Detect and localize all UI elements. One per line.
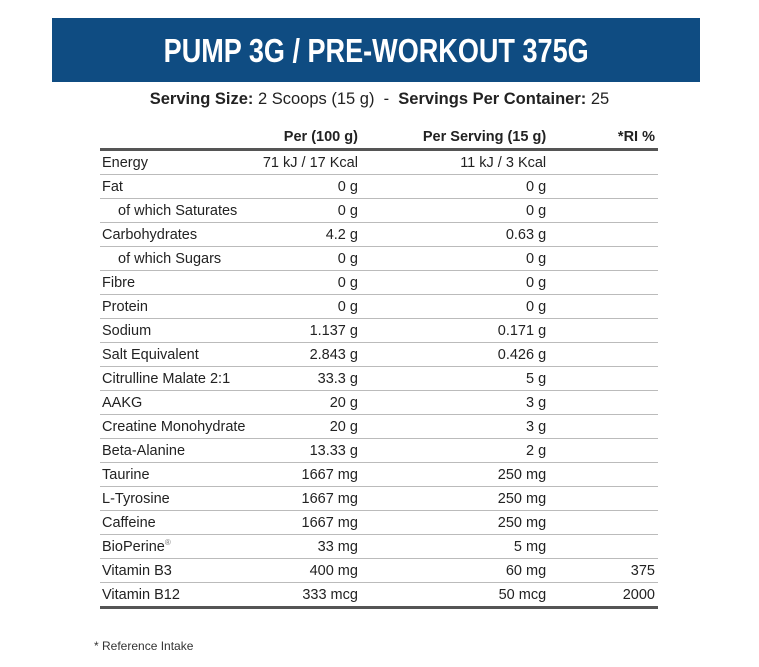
table-row [100, 150, 658, 175]
header-ri: *RI % [549, 126, 658, 150]
nutrient-label: Beta-Alanine [102, 442, 186, 459]
serving-size-value: 2 Scoops (15 g) [257, 90, 375, 108]
serving-size-label: Serving Size: [149, 90, 254, 108]
nutrient-name [100, 559, 260, 583]
separator: - [383, 90, 390, 108]
table-row [100, 415, 658, 439]
nutrient-name [100, 391, 260, 415]
nutrient-label: Citrulline Malate 2:1 [102, 370, 231, 387]
registered-mark: ® [164, 538, 171, 548]
table-row [100, 487, 658, 511]
per-100g-value: 20 g [260, 391, 361, 415]
nutrient-name [100, 295, 260, 319]
per-100g-value: 4.2 g [260, 223, 361, 247]
nutrient-name [100, 415, 260, 439]
per-serving-value: 3 g [361, 391, 549, 415]
per-100g-value: 33 mg [260, 535, 361, 559]
nutrient-name [100, 199, 260, 223]
nutrient-label: L-Tyrosine [102, 490, 170, 507]
per-100g-value: 0 g [260, 247, 361, 271]
nutrient-label: Fat [102, 178, 123, 195]
per-100g-value: 0 g [260, 295, 361, 319]
nutrient-name [100, 367, 260, 391]
header-per-serving: Per Serving (15 g) [361, 126, 549, 150]
servings-per-container-label: Servings Per Container: [398, 90, 587, 108]
nutrient-label: Sodium [102, 322, 152, 339]
table-row [100, 463, 658, 487]
table-row [100, 223, 658, 247]
per-100g-value: 400 mg [260, 559, 361, 583]
footnote: * Reference Intake [94, 639, 194, 653]
product-title-banner [52, 18, 700, 82]
table-row [100, 511, 658, 535]
ri-value [549, 247, 658, 271]
table-row [100, 271, 658, 295]
nutrient-label: Energy [102, 154, 148, 171]
nutrient-label: AAKG [102, 394, 143, 411]
table-row [100, 247, 658, 271]
per-serving-value: 5 g [361, 367, 549, 391]
ri-value [549, 271, 658, 295]
nutrient-label: of which Sugars [118, 250, 222, 267]
nutrient-label: Carbohydrates [102, 226, 198, 243]
table-row [100, 439, 658, 463]
nutrient-label: BioPerine [102, 538, 165, 555]
per-100g-value: 0 g [260, 175, 361, 199]
nutrient-label: Vitamin B12 [102, 586, 180, 603]
nutrient-label: Salt Equivalent [102, 346, 199, 363]
ri-value [549, 199, 658, 223]
header-per-100g: Per (100 g) [260, 126, 361, 150]
ri-value [549, 223, 658, 247]
serving-info [0, 90, 759, 109]
servings-per-container-value: 25 [590, 90, 610, 108]
per-serving-value: 11 kJ / 3 Kcal [361, 150, 549, 175]
per-serving-value: 60 mg [361, 559, 549, 583]
ri-value [549, 150, 658, 175]
per-serving-value: 0.63 g [361, 223, 549, 247]
nutrient-name [100, 175, 260, 199]
per-100g-value: 20 g [260, 415, 361, 439]
per-100g-value: 1667 mg [260, 487, 361, 511]
table-row [100, 367, 658, 391]
nutrient-label: Protein [102, 298, 148, 315]
ri-value [549, 511, 658, 535]
per-serving-value: 0 g [361, 199, 549, 223]
ri-value [549, 439, 658, 463]
per-serving-value: 250 mg [361, 511, 549, 535]
nutrient-label: Vitamin B3 [102, 562, 172, 579]
per-serving-value: 0.426 g [361, 343, 549, 367]
table-row [100, 319, 658, 343]
nutrient-name [100, 487, 260, 511]
per-100g-value: 1.137 g [260, 319, 361, 343]
per-100g-value: 13.33 g [260, 439, 361, 463]
per-serving-value: 0.171 g [361, 319, 549, 343]
per-serving-value: 250 mg [361, 487, 549, 511]
ri-value [549, 487, 658, 511]
per-100g-value: 71 kJ / 17 Kcal [260, 150, 361, 175]
per-serving-value: 50 mcg [361, 583, 549, 608]
table-row [100, 175, 658, 199]
per-100g-value: 333 mcg [260, 583, 361, 608]
nutrient-name [100, 271, 260, 295]
per-100g-value: 1667 mg [260, 511, 361, 535]
table-row [100, 391, 658, 415]
ri-value [549, 295, 658, 319]
nutrition-table [100, 126, 658, 609]
ri-value [549, 463, 658, 487]
header-nutrient [100, 126, 260, 150]
ri-value [549, 175, 658, 199]
table-row [100, 559, 658, 583]
nutrient-name [100, 535, 260, 559]
per-serving-value: 2 g [361, 439, 549, 463]
nutrient-label: Fibre [102, 274, 136, 291]
nutrient-name [100, 150, 260, 175]
nutrient-name [100, 583, 260, 608]
nutrient-name [100, 439, 260, 463]
per-100g-value: 2.843 g [260, 343, 361, 367]
nutrient-label: Caffeine [102, 514, 156, 531]
table-row [100, 199, 658, 223]
table-header [100, 126, 658, 150]
nutrient-name [100, 343, 260, 367]
ri-value [549, 367, 658, 391]
table-row [100, 583, 658, 608]
nutrient-name [100, 511, 260, 535]
per-100g-value: 0 g [260, 271, 361, 295]
nutrient-name [100, 223, 260, 247]
per-100g-value: 33.3 g [260, 367, 361, 391]
ri-value [549, 415, 658, 439]
ri-value [549, 391, 658, 415]
per-100g-value: 1667 mg [260, 463, 361, 487]
per-serving-value: 0 g [361, 271, 549, 295]
nutrient-label: Creatine Monohydrate [102, 418, 246, 435]
table-row [100, 535, 658, 559]
nutrient-label: Taurine [102, 466, 150, 483]
nutrient-label: of which Saturates [118, 202, 238, 219]
table-row [100, 295, 658, 319]
per-serving-value: 3 g [361, 415, 549, 439]
per-serving-value: 0 g [361, 175, 549, 199]
nutrient-name [100, 319, 260, 343]
per-serving-value: 250 mg [361, 463, 549, 487]
ri-value [549, 343, 658, 367]
ri-value [549, 535, 658, 559]
nutrient-name [100, 463, 260, 487]
per-serving-value: 0 g [361, 295, 549, 319]
ri-value: 375 [549, 559, 658, 583]
per-serving-value: 0 g [361, 247, 549, 271]
ri-value [549, 319, 658, 343]
table-row [100, 343, 658, 367]
per-100g-value: 0 g [260, 199, 361, 223]
product-title: PUMP 3G / PRE-WORKOUT 375G [163, 32, 589, 69]
per-serving-value: 5 mg [361, 535, 549, 559]
nutrient-name [100, 247, 260, 271]
ri-value: 2000 [549, 583, 658, 608]
